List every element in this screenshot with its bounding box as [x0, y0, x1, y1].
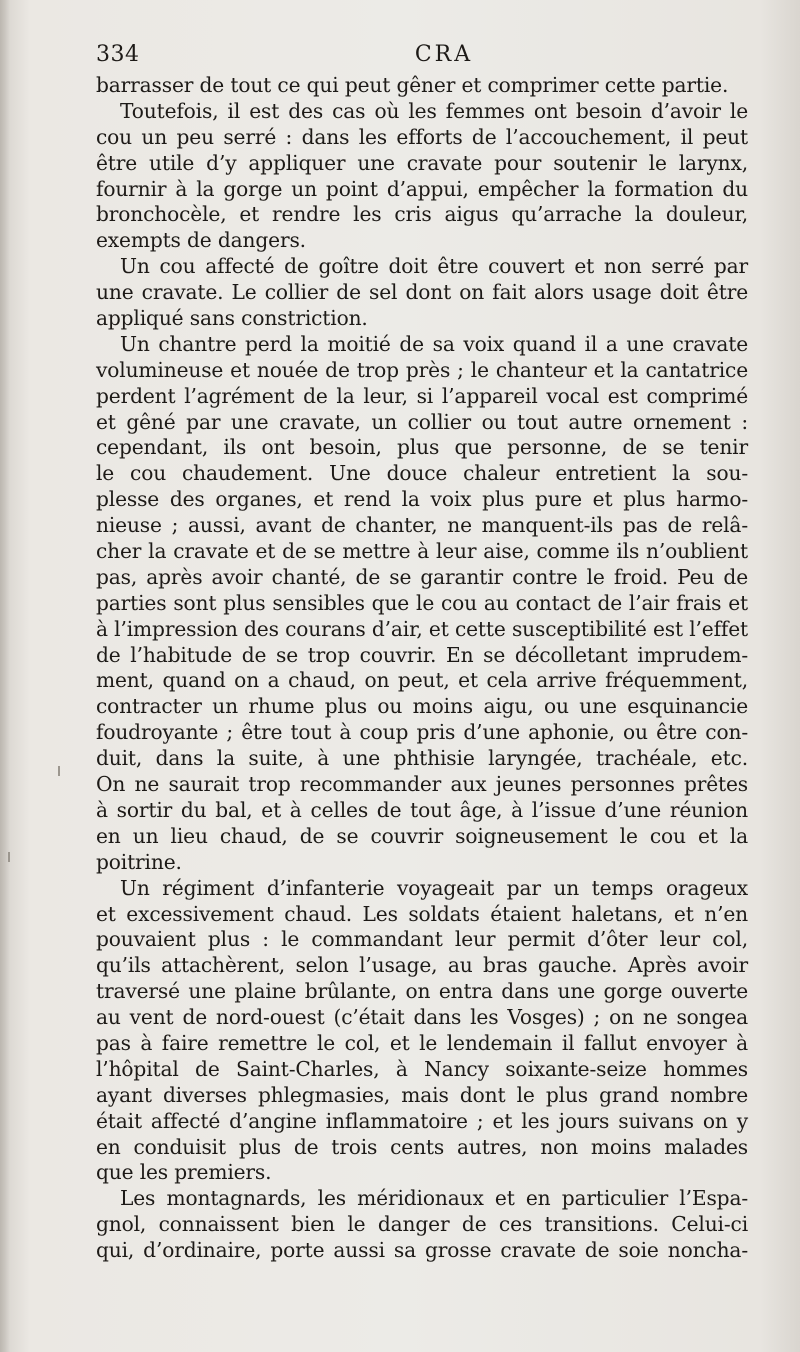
text-line: en un lieu chaud, de se couvrir soigneusement le cou et la: [96, 823, 748, 848]
text-line: poitrine.: [96, 849, 182, 874]
running-title: CRA: [414, 42, 474, 67]
text-line: perdent l’agrément de la leur, si l’appareil vocal est comprimé: [96, 383, 748, 408]
running-head: [96, 42, 752, 72]
text-line: Les montagnards, les méridionaux et en particulier l’Espa-: [120, 1186, 748, 1211]
text-line: l’hôpital de Saint-Charles, à Nancy soixante-seize hommes: [96, 1056, 748, 1081]
text-line: pouvaient plus : le commandant leur permit d’ôter leur col,: [96, 927, 748, 952]
text-line: bronchocèle, et rendre les cris aigus qu’arrache la douleur,: [96, 202, 748, 227]
text-line: plesse des organes, et rend la voix plus pure et plus harmo-: [96, 487, 748, 512]
text-line: contracter un rhume plus ou moins aigu, ou une esquinancie: [96, 694, 748, 719]
margin-mark: [8, 852, 10, 862]
body-text: [96, 73, 748, 1264]
text-line: Un régiment d’infanterie voyageait par un temps orageux: [120, 875, 748, 900]
text-line: le cou chaudement. Une douce chaleur entretient la sou-: [96, 461, 748, 486]
text-line: une cravate. Le collier de sel dont on fait alors usage doit être: [96, 280, 748, 305]
text-line: cependant, ils ont besoin, plus que personne, de se tenir: [96, 435, 748, 460]
page-gutter-shadow: [0, 0, 10, 1352]
text-line: nieuse ; aussi, avant de chanter, ne manquent-ils pas de relâ-: [96, 513, 748, 538]
text-line: volumineuse et nouée de trop près ; le chanteur et la cantatrice: [96, 357, 748, 382]
text-line: gnol, connaissent bien le danger de ces transitions. Celui-ci: [96, 1212, 748, 1237]
page-number: 334: [96, 42, 140, 67]
text-line: qu’ils attachèrent, selon l’usage, au bras gauche. Après avoir: [96, 953, 748, 978]
text-line: Un cou affecté de goître doit être couvert et non serré par: [120, 254, 748, 279]
text-line: duit, dans la suite, à une phthisie laryngée, trachéale, etc.: [96, 746, 748, 771]
text-line: à sortir du bal, et à celles de tout âge, à l’issue d’une réunion: [96, 797, 748, 822]
text-line: On ne saurait trop recommander aux jeunes personnes prêtes: [96, 772, 748, 797]
text-line: pas à faire remettre le col, et le lendemain il fallut envoyer à: [96, 1030, 748, 1055]
text-line: être utile d’y appliquer une cravate pour soutenir le larynx,: [96, 150, 748, 175]
text-line: appliqué sans constriction.: [96, 306, 368, 331]
text-line: exempts de dangers.: [96, 228, 306, 253]
text-line: et gêné par une cravate, un collier ou tout autre ornement :: [96, 409, 748, 434]
text-line: barrasser de tout ce qui peut gêner et comprimer cette partie.: [96, 73, 729, 97]
text-line: cher la cravate et de se mettre à leur aise, comme ils n’oublient: [96, 539, 748, 564]
text-line: pas, après avoir chanté, de se garantir contre le froid. Peu de: [96, 564, 748, 589]
text-line: à l’impression des courans d’air, et cette susceptibilité est l’effet: [96, 616, 748, 641]
text-line: ayant diverses phlegmasies, mais dont le plus grand nombre: [96, 1082, 748, 1107]
text-line: en conduisit plus de trois cents autres, non moins malades: [96, 1134, 748, 1159]
text-line: foudroyante ; être tout à coup pris d’une aphonie, ou être con-: [96, 720, 748, 745]
text-line: ment, quand on a chaud, on peut, et cela arrive fréquemment,: [96, 668, 748, 693]
margin-mark: [58, 766, 60, 776]
text-line: que les premiers.: [96, 1160, 272, 1185]
text-line: Un chantre perd la moitié de sa voix quand il a une cravate: [120, 331, 748, 356]
text-line: Toutefois, il est des cas où les femmes ont besoin d’avoir le: [120, 98, 748, 123]
text-line: traversé une plaine brûlante, on entra dans une gorge ouverte: [96, 979, 748, 1004]
text-line: et excessivement chaud. Les soldats étaient haletans, et n’en: [96, 901, 748, 926]
text-line: était affecté d’angine inflammatoire ; et les jours suivans on y: [96, 1108, 748, 1133]
text-line: au vent de nord-ouest (c’était dans les Vosges) ; on ne songea: [96, 1005, 748, 1030]
text-line: de l’habitude de se trop couvrir. En se décolletant imprudem-: [96, 642, 748, 667]
text-line: parties sont plus sensibles que le cou au contact de l’air frais et: [96, 590, 748, 615]
text-line: cou un peu serré : dans les efforts de l’accouchement, il peut: [96, 124, 748, 149]
text-line: qui, d’ordinaire, porte aussi sa grosse cravate de soie noncha-: [96, 1238, 748, 1263]
text-line: fournir à la gorge un point d’appui, empêcher la formation du: [96, 176, 748, 201]
